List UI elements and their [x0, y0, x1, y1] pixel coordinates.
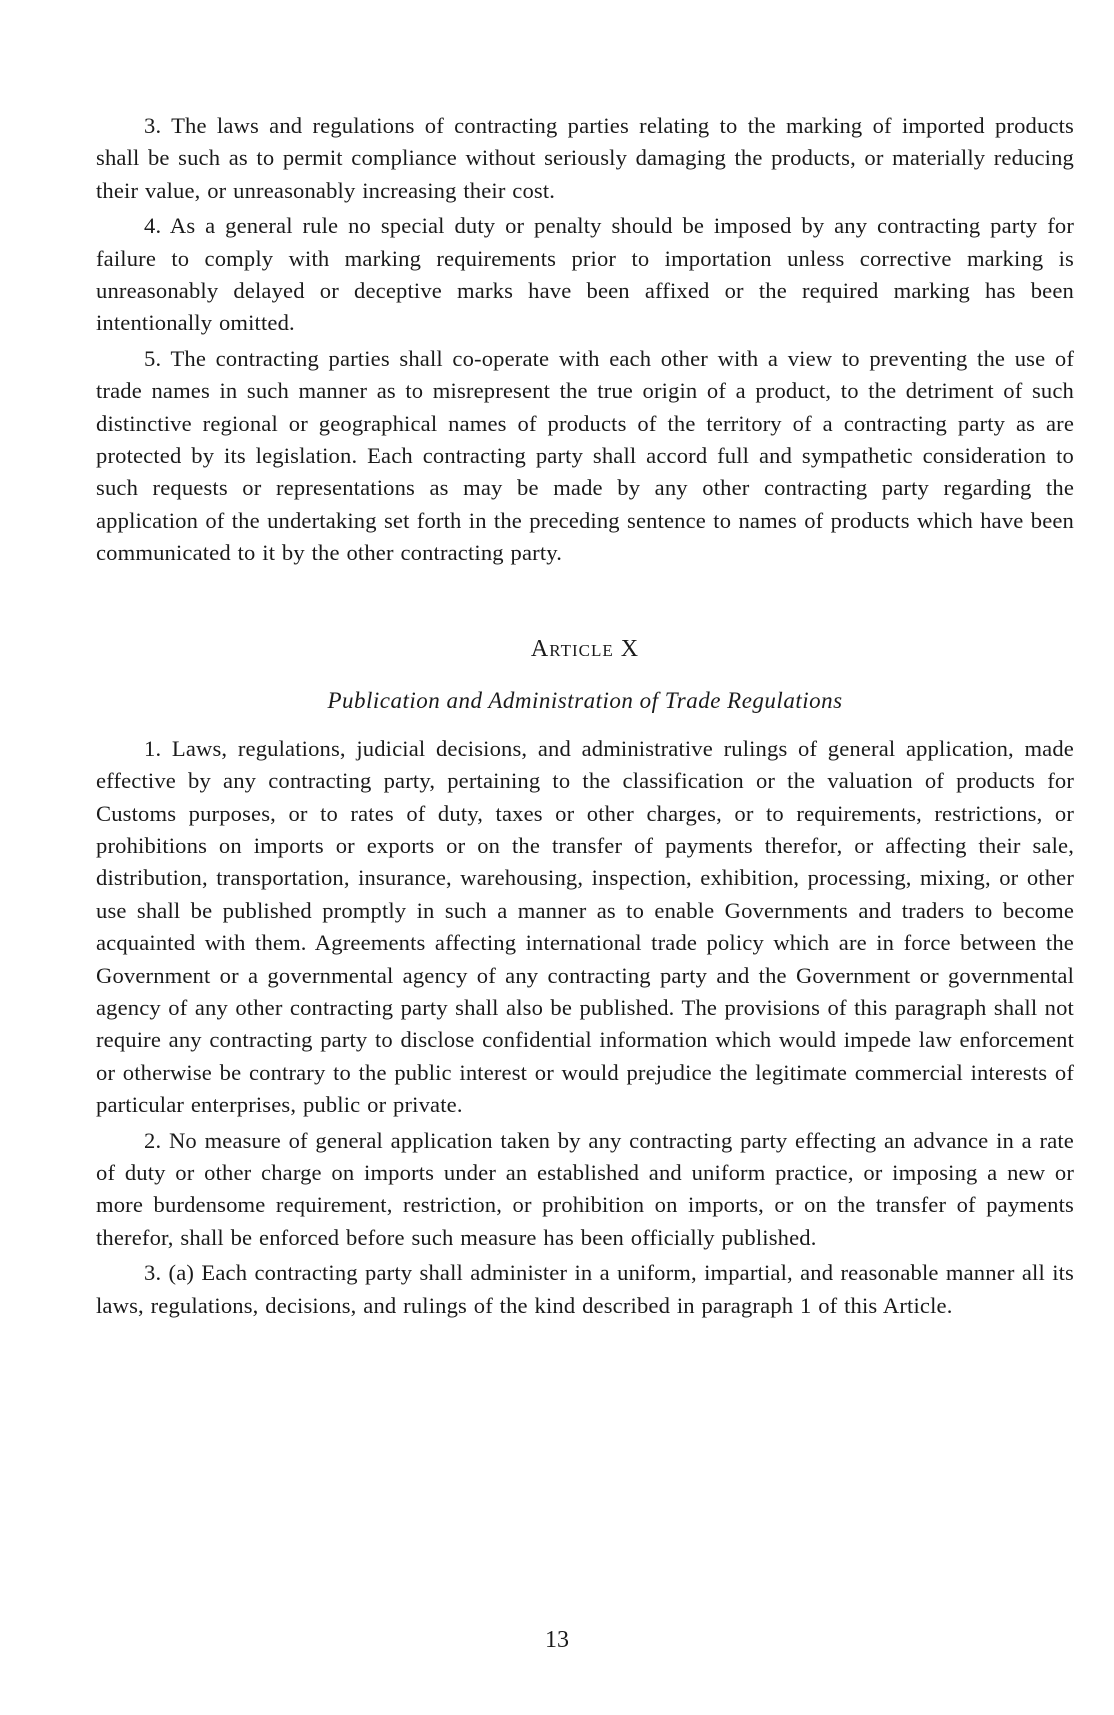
article-heading: Article X [530, 635, 640, 662]
paragraph-article-x-1: 1. Laws, regulations, judicial decisions, and administrative rulings of general application, made effective by any contracting party, pertaining to the classification or the valuation of products for Customs purposes, or to rates of duty, taxes or other charges, or to requirements, restrictions, or prohibitions on imports or exports or on the transfer of payments therefor, or affecting their sale, distribution, transportation, insurance, warehousing, inspection, exhibition, processing, mixing, or other use shall be published promptly in such a manner as to enable Governments and traders to become acquainted with them. Agreements affecting international trade policy which are in force between the Government or a governmental agency of any contracting party and the Government or governmental agency of any other contracting party shall also be published. The provisions of this paragraph shall not require any contracting party to disclose confidential information which would impede law enforcement or otherwise be contrary to the public interest or would prejudice the legitimate commercial interests of particular enterprises, public or private. [96, 735, 1074, 1118]
page-number: 13 [545, 1627, 569, 1653]
paragraph-article-x-2: 2. No measure of general application taken by any contracting party effecting an advance in a rate of duty or other charge on imports under an established and uniform practice, or imposing a new or more burdensome requirement, restriction, or prohibition on imports, or on the transfer of payments therefor, shall be enforced before such measure has been officially published. [96, 1127, 1074, 1250]
paragraph-marking-3: 3. The laws and regulations of contracting parties relating to the marking of imported products shall be such as to permit compliance without seriously damaging the products, or materially reducing their value, or unreasonably increasing their cost. [96, 113, 1074, 203]
article-subtitle: Publication and Administration of Trade Regulations [327, 687, 843, 713]
paragraph-marking-4: 4. As a general rule no special duty or penalty should be imposed by any contracting party for failure to comply with marking requirements prior to importation unless corrective marking is unreasonably delayed or deceptive marks have been affixed or the required marking has been intentionally omitted. [96, 213, 1074, 336]
document-page [96, 110, 1074, 1322]
paragraph-article-x-3: 3. (a) Each contracting party shall administer in a uniform, impartial, and reasonable manner all its laws, regulations, decisions, and rulings of the kind described in paragraph 1 of this Article. [96, 1260, 1074, 1318]
paragraph-marking-5: 5. The contracting parties shall co-operate with each other with a view to preventing the use of trade names in such manner as to misrepresent the true origin of a product, to the detriment of such distinctive regional or geographical names of products of the territory of a contracting party as are protected by its legislation. Each contracting party shall accord full and sympathetic consideration to such requests or representations as may be made by any other contracting party regarding the application of the undertaking set forth in the preceding sentence to names of products which have been communicated to it by the other contracting party. [96, 345, 1074, 566]
